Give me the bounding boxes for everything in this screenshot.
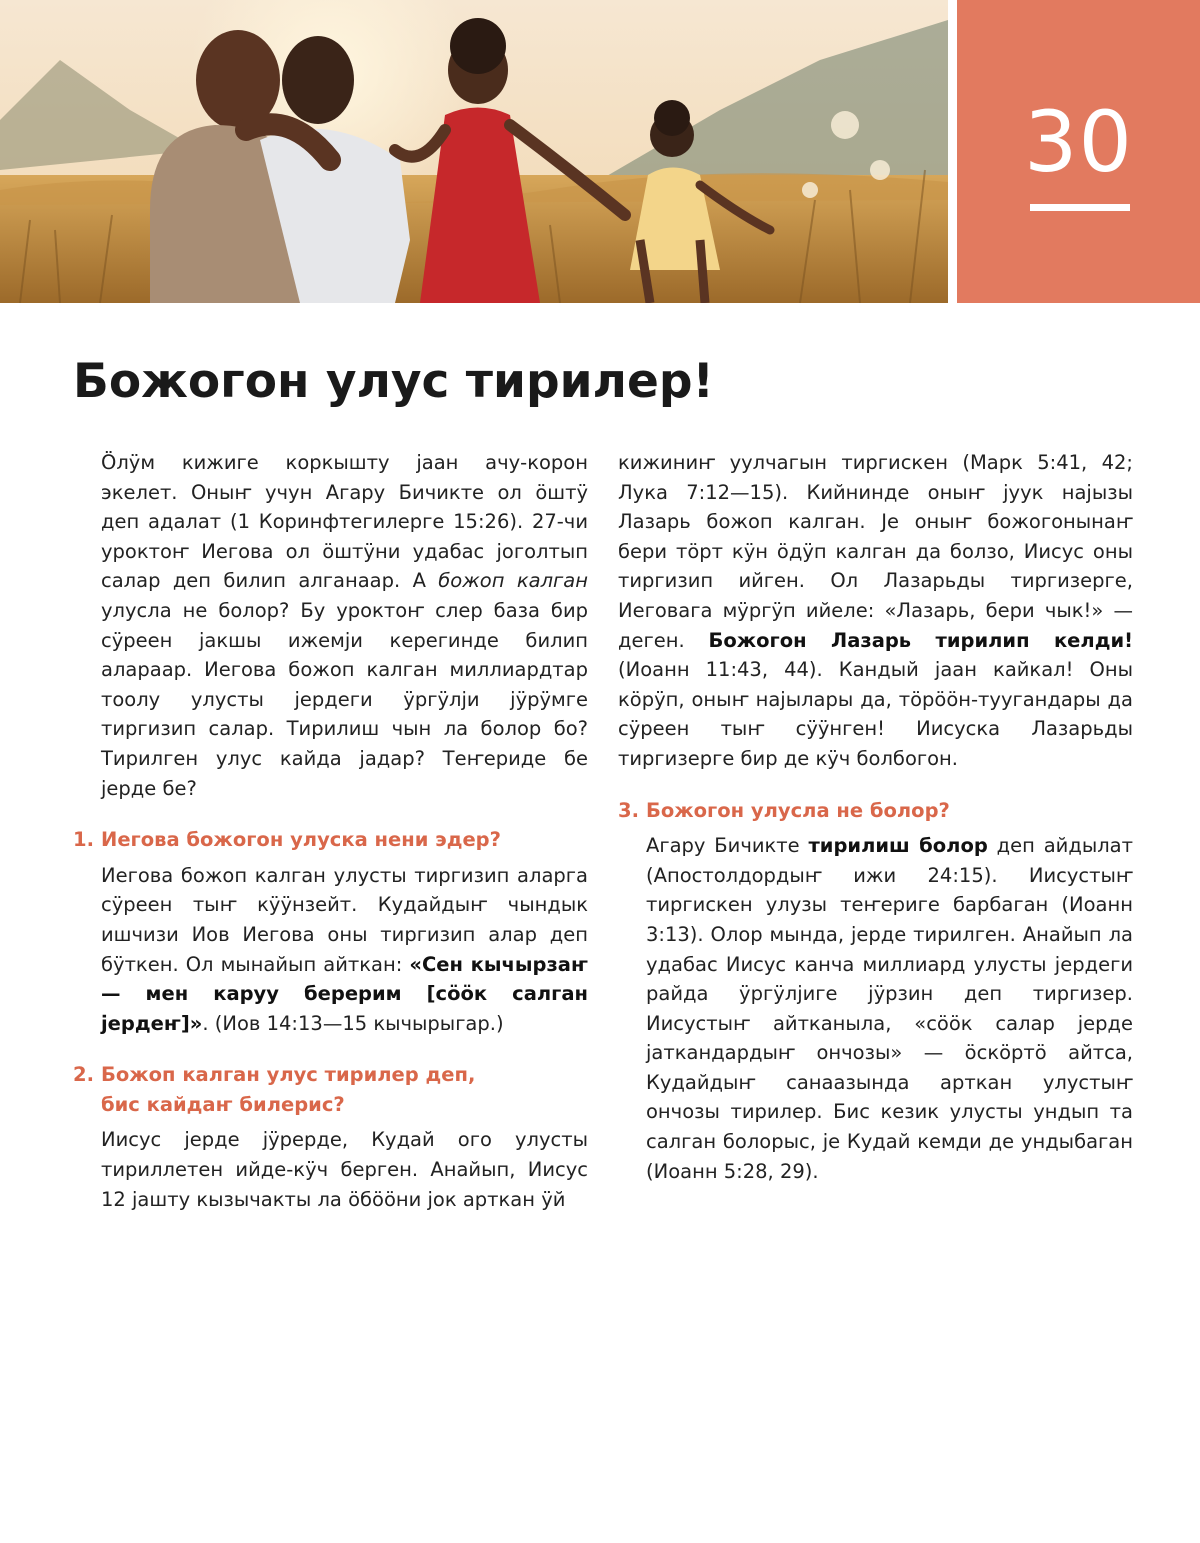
family-in-field-illustration xyxy=(0,0,948,303)
question-3-paragraph xyxy=(618,831,1133,1186)
question-1-heading xyxy=(73,825,588,855)
q2-bold-highlight: Божогон Лазарь тирилип келди! xyxy=(708,628,1133,652)
question-1-title: Иегова божогон улуска нени эдер? xyxy=(101,828,501,852)
lesson-number-underline xyxy=(1030,204,1130,211)
question-1-number: 1. xyxy=(73,828,94,852)
q1-bold-quote: «Сен кычырзаҥ — мен каруу берерим [сӧӧк салган јердеҥ]» xyxy=(101,952,588,1035)
lesson-title: Божогон улус тирилер! xyxy=(73,354,714,409)
lesson-number: 30 xyxy=(1024,93,1133,191)
intro-text-1: Ӧлӱм кижиге коркышту јаан ачу-корон экелет. Оныҥ учун Агару Бичикте ол ӧштӱ деп адалат (1 Коринфтегилерге 15:26). 27-чи уроктоҥ Иегова ол ӧштӱни удабас јоголтып салар деп билип алганаар. А xyxy=(101,451,588,593)
q3-text-1: Агару Бичикте xyxy=(646,834,809,858)
q1-text-2: . (Иов 14:13—15 кычырыгар.) xyxy=(202,1011,504,1035)
intro-paragraph xyxy=(73,448,588,803)
question-2-title-line1: Божоп калган улус тирилер деп, xyxy=(101,1063,476,1087)
question-3-number: 3. xyxy=(618,798,639,822)
question-3-title: Божогон улусла не болор? xyxy=(646,798,950,822)
intro-italic: божоп калган xyxy=(438,569,588,593)
q2-text-1: Иисус јерде јӱрерде, Кудай ого улусты тириллетен ийде-кӱч берген. Анайып, Иисус 12 јашту кызычакты ла ӧбӧӧни јок арткан ӱй xyxy=(101,1128,588,1211)
question-2-paragraph-continued xyxy=(618,448,1133,774)
intro-text-2: улусла не болор? Бу уроктоҥ слер база бир сӱреен јакшы ижемји керегинде билип алараар. Иегова божоп калган миллиардтар тоолу улусты јердеги ӱргӱлји јӱрӱмге тиргизип салар. Тирилиш чын ла болор бо? Тирилген улус кайда јадар? Теҥериде бе јерде бе? xyxy=(101,598,588,800)
q2-text-2: (Иоанн 11:43, 44). Кандый јаан кайкал! Оны кӧрӱп, оныҥ најылары да, тӧрӧӧн-туугандары да сӱреен тыҥ сӱӱнген! Иисуска Лазарьды тиргизерге бир де кӱч болбогон. xyxy=(618,658,1133,770)
q1-text-1: Иегова божоп калган улусты тиргизип аларга сӱреен тыҥ кӱӱнзейт. Кудайдыҥ чындык ишчизи Иов Иегова оны тиргизип алар деп бӱткен. Ол мынайып айткан: xyxy=(101,863,588,976)
question-3-heading xyxy=(618,796,1133,826)
q3-text-2: деп айдылат (Апостолдордыҥ ижи 24:15). Иисустыҥ тиргискен улузы теҥериге барбаган (Иоанн 3:13). Олор мында, јерде тирилген. Анайып ла удабас Иисус канча миллиард улусты јердеги райда ӱргӱлјиге јӱрзин деп тиргизер. Иисустыҥ айтканыла, «сӧӧк салар јерде јаткандардыҥ ончозы» — ӧскӧртӧ айтса, Кудайдыҥ санаазында арткан улустыҥ ончозы тирилер. Бис кезик улусты ундып та салган болорыс, је Кудай кемди де ундыбаган (Иоанн 5:28, 29). xyxy=(646,834,1133,1183)
question-2-heading xyxy=(73,1060,588,1119)
right-column xyxy=(618,448,1133,1186)
q3-bold: тирилиш болор xyxy=(808,834,988,858)
lesson-number-badge xyxy=(957,0,1200,303)
hero-photo xyxy=(0,0,948,303)
question-1-paragraph xyxy=(73,861,588,1039)
question-2-paragraph xyxy=(73,1125,588,1214)
question-2-number: 2. xyxy=(73,1063,94,1087)
left-column xyxy=(73,448,588,1214)
question-2-title-line2: бис кайдаҥ билерис? xyxy=(101,1092,345,1116)
q2-text-1-continued: кижиниҥ уулчагын тиргискен (Марк 5:41, 42; Лука 7:12—15). Кийнинде оныҥ јуук најызы Лазарь божоп калган. Је оныҥ божогонынаҥ бери тӧрт кӱн ӧдӱп калган да болзо, Иисус оны тиргизип ийген. Ол Лазарьды тиргизерге, Иеговага мӱргӱп ийеле: «Лазарь, бери чык!» — деген. xyxy=(618,451,1133,652)
